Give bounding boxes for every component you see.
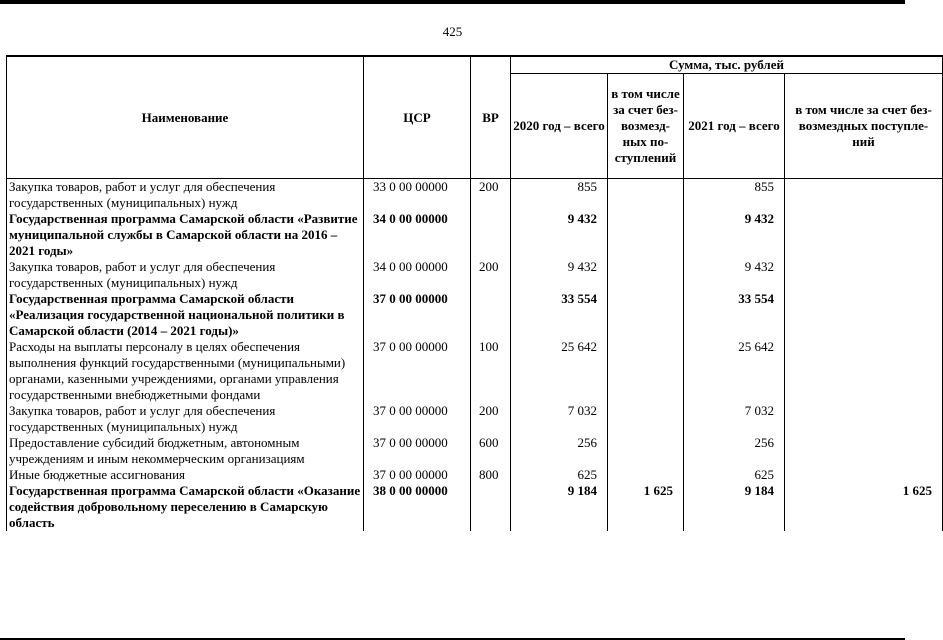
row-2021-total: 256 bbox=[684, 435, 785, 467]
row-2020-free bbox=[608, 339, 684, 403]
row-2021-free bbox=[785, 291, 943, 339]
row-csr: 34 0 00 00000 bbox=[364, 259, 471, 291]
row-name: Закупка товаров, работ и услуг для обеспечения государственных (муниципальных) нужд bbox=[7, 179, 364, 212]
row-csr: 37 0 00 00000 bbox=[364, 291, 471, 339]
header-2021-total: 2021 год – всего bbox=[684, 74, 785, 179]
row-2021-total: 855 bbox=[684, 179, 785, 212]
table-row bbox=[7, 483, 943, 531]
row-2020-total: 25 642 bbox=[511, 339, 608, 403]
row-2021-free bbox=[785, 179, 943, 212]
table-row bbox=[7, 291, 943, 339]
header-csr: ЦСР bbox=[364, 56, 471, 179]
row-2020-total: 256 bbox=[511, 435, 608, 467]
row-2020-free bbox=[608, 211, 684, 259]
row-2020-total: 9 432 bbox=[511, 211, 608, 259]
row-csr: 37 0 00 00000 bbox=[364, 467, 471, 483]
header-2021-free: в том числе за счет без- возмездных поступле- ний bbox=[785, 74, 943, 179]
row-2021-total: 9 432 bbox=[684, 211, 785, 259]
row-2021-free bbox=[785, 259, 943, 291]
row-name: Закупка товаров, работ и услуг для обеспечения государственных (муниципальных) нужд bbox=[7, 403, 364, 435]
row-2021-free bbox=[785, 435, 943, 467]
row-2020-total: 9 432 bbox=[511, 259, 608, 291]
row-vr: 200 bbox=[471, 403, 511, 435]
row-2021-total: 25 642 bbox=[684, 339, 785, 403]
row-name: Государственная программа Самарской области «Оказание содействия добровольному переселению в Самарскую область bbox=[7, 483, 364, 531]
row-vr: 100 bbox=[471, 339, 511, 403]
row-2021-total: 7 032 bbox=[684, 403, 785, 435]
top-rule bbox=[0, 0, 905, 4]
row-csr: 34 0 00 00000 bbox=[364, 211, 471, 259]
row-name: Иные бюджетные ассигнования bbox=[7, 467, 364, 483]
table-row bbox=[7, 403, 943, 435]
table-row bbox=[7, 259, 943, 291]
row-2020-free bbox=[608, 259, 684, 291]
row-2021-free bbox=[785, 339, 943, 403]
row-vr: 200 bbox=[471, 179, 511, 212]
row-2020-free bbox=[608, 467, 684, 483]
row-2021-total: 625 bbox=[684, 467, 785, 483]
row-2021-free: 1 625 bbox=[785, 483, 943, 531]
budget-table bbox=[6, 55, 943, 531]
row-vr bbox=[471, 483, 511, 531]
row-csr: 37 0 00 00000 bbox=[364, 403, 471, 435]
row-csr: 37 0 00 00000 bbox=[364, 435, 471, 467]
row-csr: 37 0 00 00000 bbox=[364, 339, 471, 403]
row-vr: 200 bbox=[471, 259, 511, 291]
row-name: Государственная программа Самарской области «Реализация государственной национальной политики в Самарской области (2014 – 2021 годы)» bbox=[7, 291, 364, 339]
row-2020-total: 7 032 bbox=[511, 403, 608, 435]
row-vr: 600 bbox=[471, 435, 511, 467]
row-vr bbox=[471, 211, 511, 259]
header-name: Наименование bbox=[7, 56, 364, 179]
table-row bbox=[7, 339, 943, 403]
row-2020-free bbox=[608, 179, 684, 212]
header-2020-total: 2020 год – всего bbox=[511, 74, 608, 179]
row-2021-free bbox=[785, 467, 943, 483]
row-2021-total: 33 554 bbox=[684, 291, 785, 339]
row-2020-total: 625 bbox=[511, 467, 608, 483]
row-2020-total: 9 184 bbox=[511, 483, 608, 531]
row-2020-free: 1 625 bbox=[608, 483, 684, 531]
table-row bbox=[7, 467, 943, 483]
row-2020-free bbox=[608, 435, 684, 467]
row-2021-total: 9 432 bbox=[684, 259, 785, 291]
row-2021-total: 9 184 bbox=[684, 483, 785, 531]
row-vr bbox=[471, 291, 511, 339]
table-row bbox=[7, 211, 943, 259]
row-name: Предоставление субсидий бюджетным, автономным учреждениям и иным некоммерческим организациям bbox=[7, 435, 364, 467]
header-sum-group: Сумма, тыс. рублей bbox=[511, 56, 943, 74]
table-body bbox=[7, 179, 943, 532]
row-csr: 33 0 00 00000 bbox=[364, 179, 471, 212]
row-2021-free bbox=[785, 211, 943, 259]
page-number: 425 bbox=[442, 24, 463, 39]
header-2020-free: в том числе за счет без- возмезд- ных по- ступлений bbox=[608, 74, 684, 179]
table-row bbox=[7, 179, 943, 212]
row-2020-free bbox=[608, 403, 684, 435]
row-name: Расходы на выплаты персоналу в целях обеспечения выполнения функций государственными (муниципальными) органами, казенными учреждениями, органами управления государственными внебюджетными фондами bbox=[7, 339, 364, 403]
row-name: Государственная программа Самарской области «Развитие муниципальной службы в Самарской области на 2016 – 2021 годы» bbox=[7, 211, 364, 259]
header-vr: ВР bbox=[471, 56, 511, 179]
row-csr: 38 0 00 00000 bbox=[364, 483, 471, 531]
row-2020-total: 855 bbox=[511, 179, 608, 212]
row-2021-free bbox=[785, 403, 943, 435]
row-name: Закупка товаров, работ и услуг для обеспечения государственных (муниципальных) нужд bbox=[7, 259, 364, 291]
table-row bbox=[7, 435, 943, 467]
row-2020-total: 33 554 bbox=[511, 291, 608, 339]
row-2020-free bbox=[608, 291, 684, 339]
row-vr: 800 bbox=[471, 467, 511, 483]
